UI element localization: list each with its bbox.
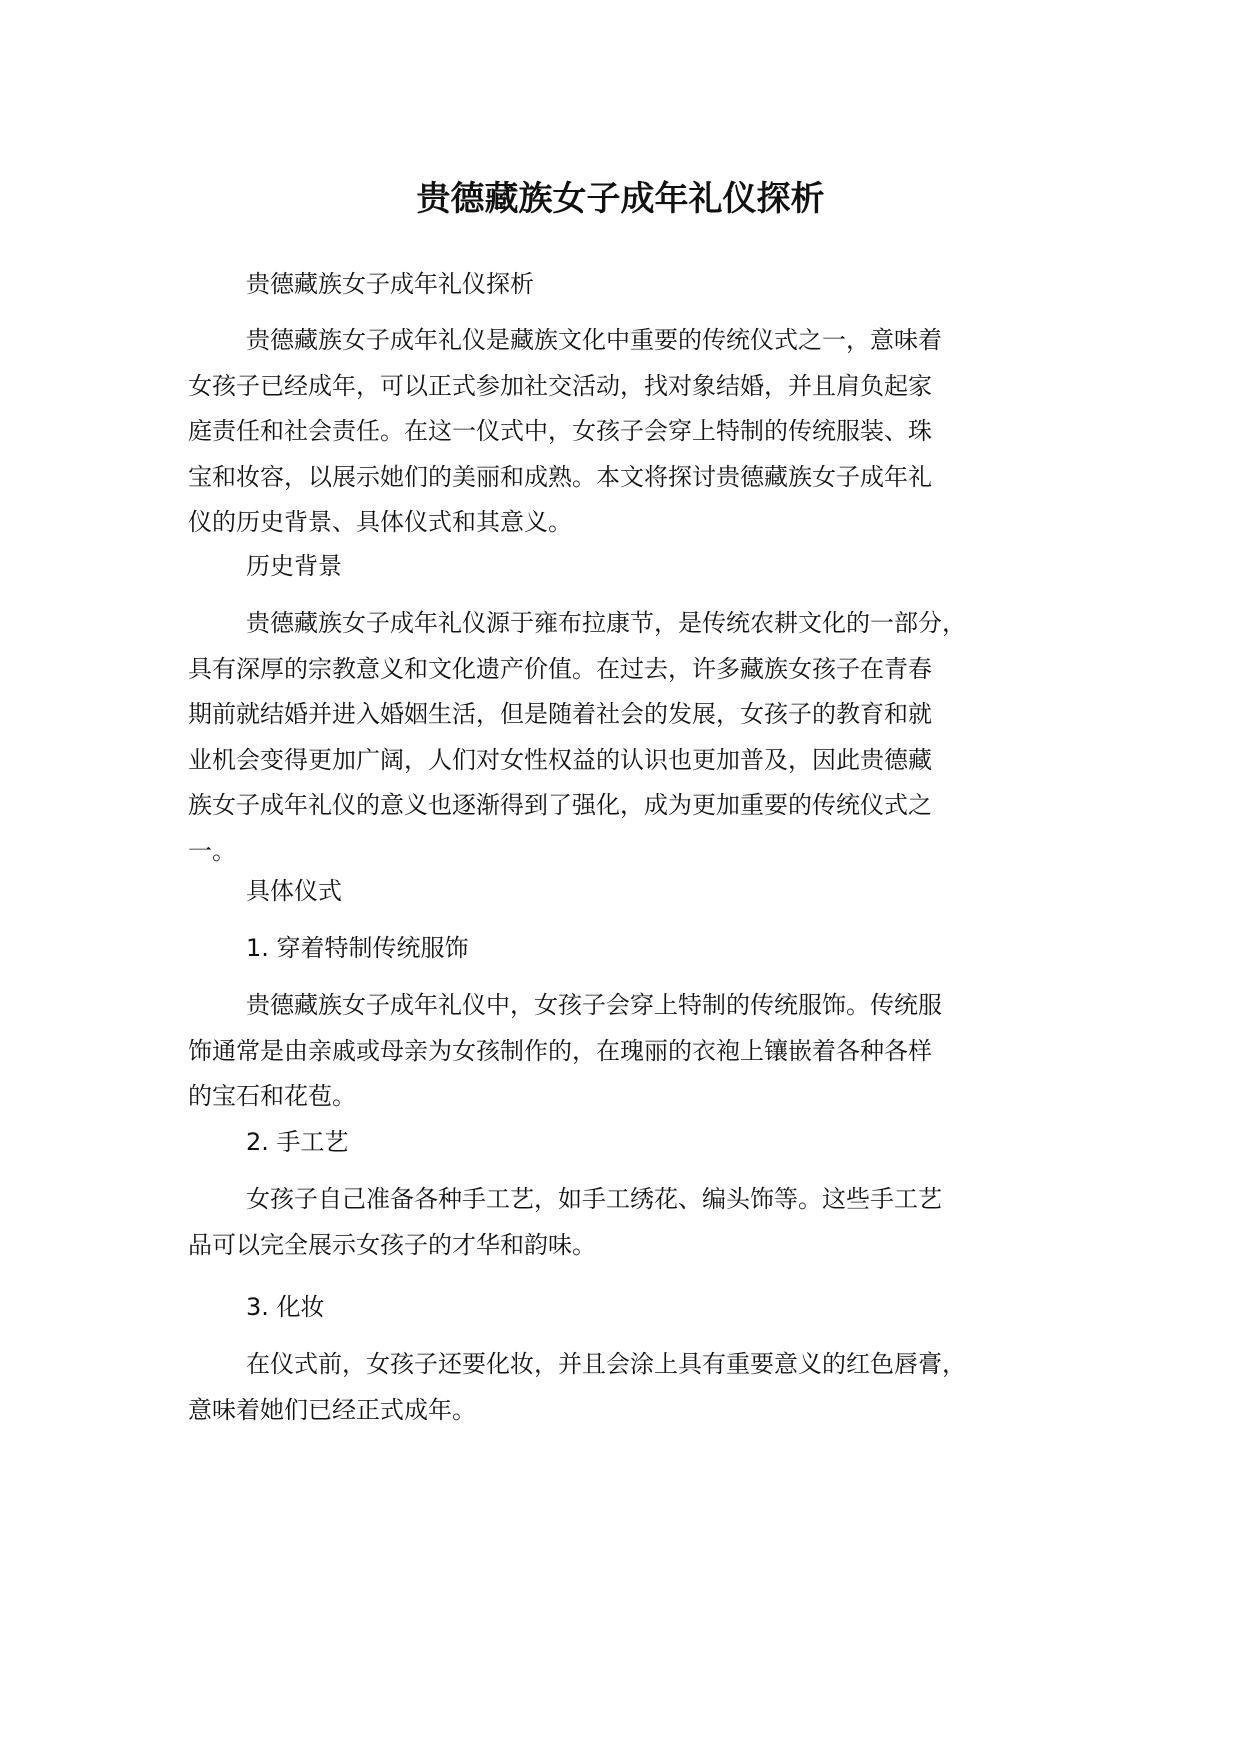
document-title: 贵德藏族女子成年礼仪探析 <box>416 179 825 219</box>
text-line: 贵德藏族女子成年礼仪探析 <box>246 270 534 298</box>
heading-history <box>188 544 1088 590</box>
paragraph-item-1 <box>188 983 1088 1120</box>
text-line: 期前就结婚并进入婚姻生活，但是随着社会的发展，女孩子的教育和就 <box>188 700 932 728</box>
heading-item-1 <box>188 926 1088 972</box>
text-line: 品可以完全展示女孩子的才华和韵味。 <box>188 1230 596 1259</box>
text-line: 一。 <box>188 836 236 865</box>
paragraph-subtitle <box>188 262 1088 308</box>
text-line: 庭责任和社会责任。在这一仪式中，女孩子会穿上特制的传统服装、珠 <box>188 417 932 445</box>
paragraph-item-3 <box>188 1342 1088 1433</box>
text-line: 宝和妆容，以展示她们的美丽和成熟。本文将探讨贵德藏族女子成年礼 <box>188 462 932 491</box>
text-line: 2. 手工艺 <box>246 1128 349 1156</box>
text-line: 女孩子自己准备各种手工艺，如手工绣花、编头饰等。这些手工艺 <box>246 1185 942 1213</box>
text-line: 女孩子已经成年，可以正式参加社交活动，找对象结婚，并且肩负起家 <box>188 371 932 400</box>
heading-item-2 <box>188 1120 1088 1166</box>
heading-item-3 <box>188 1285 1088 1331</box>
text-line: 饰通常是由亲戚或母亲为女孩制作的，在瑰丽的衣袍上镶嵌着各种各样 <box>188 1036 932 1065</box>
paragraph-history <box>188 601 1088 874</box>
text-line: 具体仪式 <box>246 877 342 905</box>
text-line: 具有深厚的宗教意义和文化遗产价值。在过去，许多藏族女孩子在青春 <box>188 654 932 683</box>
text-line: 贵德藏族女子成年礼仪中，女孩子会穿上特制的传统服饰。传统服 <box>246 991 942 1019</box>
text-line: 贵德藏族女子成年礼仪是藏族文化中重要的传统仪式之一，意味着 <box>246 326 942 354</box>
text-line: 族女子成年礼仪的意义也逐渐得到了强化，成为更加重要的传统仪式之 <box>188 791 932 819</box>
text-line: 意味着她们已经正式成年。 <box>188 1395 476 1424</box>
text-line: 业机会变得更加广阔，人们对女性权益的认识也更加普及，因此贵德藏 <box>188 745 932 774</box>
text-line: 1. 穿着特制传统服饰 <box>246 934 469 962</box>
text-line: 3. 化妆 <box>246 1293 325 1321</box>
text-line: 在仪式前，女孩子还要化妆，并且会涂上具有重要意义的红色唇膏， <box>246 1350 966 1378</box>
text-line: 仪的历史背景、具体仪式和其意义。 <box>188 508 572 536</box>
paragraph-item-2 <box>188 1177 1088 1268</box>
text-line: 历史背景 <box>246 552 342 580</box>
paragraph-intro <box>188 318 1088 546</box>
text-line: 的宝石和花苞。 <box>188 1082 356 1110</box>
text-line: 贵德藏族女子成年礼仪源于雍布拉康节，是传统农耕文化的一部分， <box>246 609 966 637</box>
heading-ceremony <box>188 869 1088 915</box>
